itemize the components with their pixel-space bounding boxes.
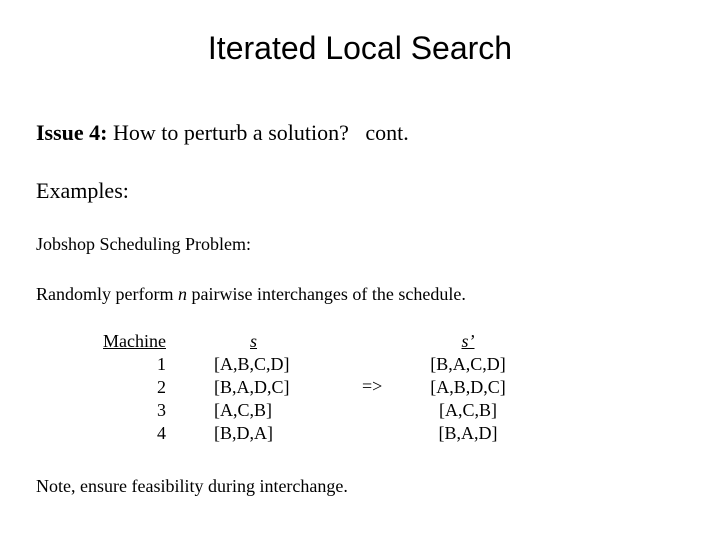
s-header: s bbox=[250, 331, 258, 351]
machine-cell: 4 bbox=[157, 423, 166, 443]
machine-column bbox=[86, 330, 166, 445]
machine-header: Machine bbox=[103, 331, 166, 351]
s-prime-cell: [A,B,D,C] bbox=[430, 377, 506, 397]
s-prime-header: s’ bbox=[461, 331, 475, 351]
issue-line bbox=[36, 120, 409, 146]
s-column bbox=[214, 330, 290, 445]
arrow: => bbox=[362, 376, 383, 396]
s-cell: [B,A,D,C] bbox=[214, 377, 290, 397]
s-prime-column bbox=[420, 330, 516, 445]
s-cell: [A,C,B] bbox=[214, 400, 272, 420]
s-prime-cell: [B,A,D] bbox=[438, 423, 498, 443]
feasibility-note: Note, ensure feasibility during interchange. bbox=[36, 476, 348, 496]
s-prime-cell: [B,A,C,D] bbox=[430, 354, 506, 374]
randomly-pre: Randomly perform bbox=[36, 284, 178, 304]
randomly-var: n bbox=[177, 284, 187, 304]
machine-cell: 1 bbox=[157, 354, 166, 374]
s-prime-cell: [A,C,B] bbox=[439, 400, 497, 420]
problem-name: Jobshop Scheduling Problem: bbox=[36, 234, 251, 254]
issue-label: Issue 4: bbox=[36, 120, 108, 145]
perturbation-description bbox=[36, 284, 466, 305]
slide-title: Iterated Local Search bbox=[207, 30, 513, 66]
randomly-post: pairwise interchanges of the schedule. bbox=[186, 284, 466, 304]
examples-heading: Examples: bbox=[36, 178, 129, 203]
machine-cell: 2 bbox=[157, 377, 166, 397]
s-cell: [A,B,C,D] bbox=[214, 354, 290, 374]
s-cell: [B,D,A] bbox=[214, 423, 273, 443]
issue-text: How to perturb a solution? cont. bbox=[107, 120, 409, 145]
machine-cell: 3 bbox=[157, 400, 166, 420]
